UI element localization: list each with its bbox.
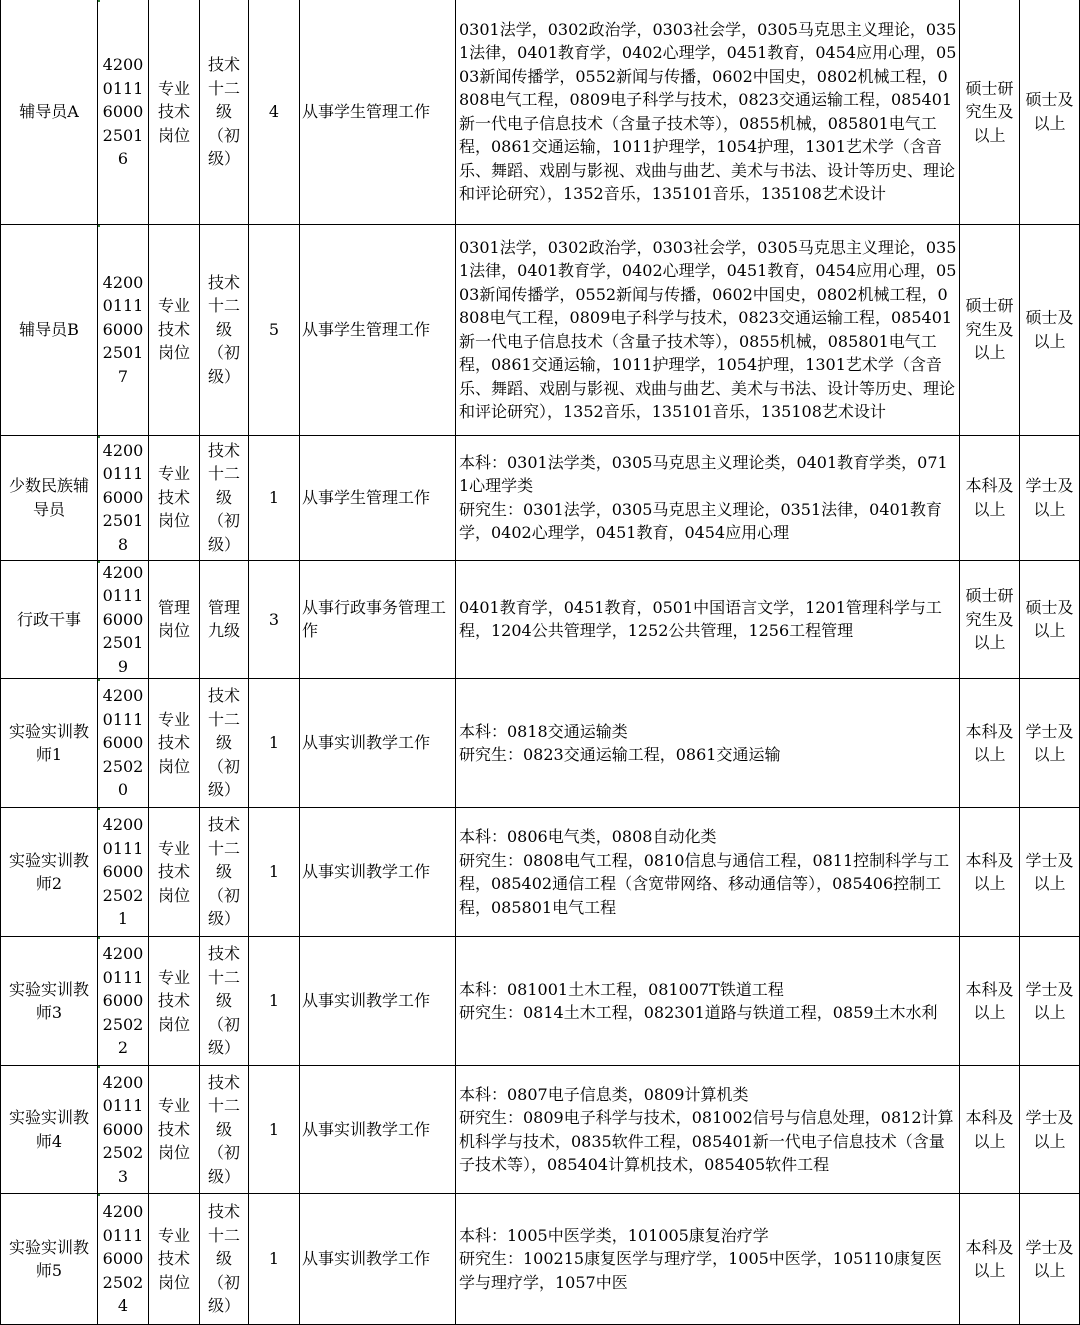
major-line: 本科：0301法学类，0305马克思主义理论类，0401教育学类，0711心理学类: [459, 452, 948, 495]
major-line: 研究生：0809电子科学与技术，081002信号与信息处理，0812计算机科学与技术，0835软件工程，085401新一代电子信息技术（含量子技术等），085404计算机技术，085405软件工程: [459, 1108, 954, 1174]
position-code-cell: 42000111600025022: [98, 937, 149, 1066]
education-cell: 本科及以上: [960, 937, 1020, 1066]
post-type-cell: 专业技术岗位: [149, 1066, 200, 1194]
education-cell: 硕士研究生及以上: [960, 0, 1020, 224]
education-cell: 本科及以上: [960, 1066, 1020, 1194]
education-cell: 本科及以上: [960, 679, 1020, 808]
position-code-cell: 42000111600025021: [98, 808, 149, 937]
table-row: [1, 224, 1080, 435]
position-code-cell: 42000111600025023: [98, 1066, 149, 1194]
post-type-cell: 管理岗位: [149, 560, 200, 679]
education-cell: 硕士研究生及以上: [960, 224, 1020, 435]
job-duty-cell: 从事实训教学工作: [300, 1066, 456, 1194]
education-cell: 本科及以上: [960, 1194, 1020, 1325]
degree-cell: 学士及以上: [1020, 808, 1080, 937]
table-row: [1, 435, 1080, 560]
position-name-cell: 少数民族辅导员: [1, 435, 98, 560]
post-level-cell: 技术十二级（初级）: [200, 808, 249, 937]
major-requirement-cell: [456, 224, 960, 435]
position-name-cell: 行政干事: [1, 560, 98, 679]
major-requirement-cell: [456, 560, 960, 679]
hire-count-cell: 3: [249, 560, 300, 679]
major-line: 本科：081001土木工程，081007T铁道工程: [459, 979, 784, 999]
major-line: 0301法学，0302政治学，0303社会学，0305马克思主义理论，0351法律，0401教育学，0402心理学，0451教育，0454应用心理，0503新闻传播学，0552新闻与传播，0602中国史，0802机械工程，0808电气工程，0809电子科学与技术，0823交通运输工程，085401新一代电子信息技术（含量子技术等），0855机械，085801电气工程，0861交通运输，1011护理学，1054护理，1301艺术学（含音乐、舞蹈、戏剧与影视、戏曲与曲艺、美术与书法、设计等历史、理论和评论研究），1352音乐，135101音乐，135108艺术设计: [459, 19, 957, 204]
major-requirement-cell: [456, 0, 960, 224]
job-duty-cell: 从事学生管理工作: [300, 0, 456, 224]
post-type-cell: 专业技术岗位: [149, 224, 200, 435]
table-row: [1, 808, 1080, 937]
table-row: [1, 0, 1080, 224]
post-type-cell: 专业技术岗位: [149, 435, 200, 560]
position-code-cell: 42000111600025019: [98, 560, 149, 679]
degree-cell: 硕士及以上: [1020, 560, 1080, 679]
education-cell: 硕士研究生及以上: [960, 560, 1020, 679]
job-duty-cell: 从事实训教学工作: [300, 1194, 456, 1325]
degree-cell: 学士及以上: [1020, 1066, 1080, 1194]
hire-count-cell: 4: [249, 0, 300, 224]
post-level-cell: 技术十二级（初级）: [200, 679, 249, 808]
degree-cell: 硕士及以上: [1020, 0, 1080, 224]
job-duty-cell: 从事学生管理工作: [300, 435, 456, 560]
table-row: [1, 1194, 1080, 1325]
major-line: 0401教育学，0451教育，0501中国语言文学，1201管理科学与工程，1204公共管理学，1252公共管理，1256工程管理: [459, 597, 942, 641]
job-duty-cell: 从事实训教学工作: [300, 937, 456, 1066]
table-row: [1, 560, 1080, 679]
hire-count-cell: 1: [249, 435, 300, 560]
degree-cell: 学士及以上: [1020, 679, 1080, 808]
position-code-cell: 42000111600025018: [98, 435, 149, 560]
major-line: 本科：1005中医学类，101005康复治疗学: [459, 1225, 769, 1245]
major-line: 研究生：0823交通运输工程，0861交通运输: [459, 745, 781, 764]
major-line: 本科：0818交通运输类: [459, 721, 628, 741]
major-requirement-cell: [456, 937, 960, 1066]
major-line: 研究生：0301法学，0305马克思主义理论，0351法律，0401教育学，0402心理学，0451教育，0454应用心理: [459, 499, 942, 542]
major-requirement-cell: [456, 435, 960, 560]
position-name-cell: 辅导员B: [1, 224, 98, 435]
post-level-cell: 技术十二级（初级）: [200, 937, 249, 1066]
major-requirement-cell: [456, 808, 960, 937]
degree-cell: 硕士及以上: [1020, 224, 1080, 435]
major-line: 研究生：0808电气工程，0810信息与通信工程，0811控制科学与工程，085402通信工程（含宽带网络、移动通信等），085406控制工程，085801电气工程: [459, 850, 950, 917]
position-name-cell: 实验实训教师1: [1, 679, 98, 808]
major-requirement-cell: [456, 1066, 960, 1194]
hire-count-cell: 1: [249, 937, 300, 1066]
education-cell: 本科及以上: [960, 808, 1020, 937]
major-requirement-cell: [456, 1194, 960, 1325]
table-row: [1, 937, 1080, 1066]
education-cell: 本科及以上: [960, 435, 1020, 560]
job-duty-cell: 从事实训教学工作: [300, 679, 456, 808]
position-code-cell: 42000111600025024: [98, 1194, 149, 1325]
major-line: 0301法学，0302政治学，0303社会学，0305马克思主义理论，0351法律，0401教育学，0402心理学，0451教育，0454应用心理，0503新闻传播学，0552新闻与传播，0602中国史，0802机械工程，0808电气工程，0809电子科学与技术，0823交通运输工程，085401新一代电子信息技术（含量子技术等），0855机械，085801电气工程，0861交通运输，1011护理学，1054护理，1301艺术学（含音乐、舞蹈、戏剧与影视、戏曲与曲艺、美术与书法、设计等历史、理论和评论研究），1352音乐，135101音乐，135108艺术设计: [459, 237, 957, 421]
hire-count-cell: 1: [249, 679, 300, 808]
position-name-cell: 实验实训教师2: [1, 808, 98, 937]
degree-cell: 学士及以上: [1020, 937, 1080, 1066]
post-level-cell: 技术十二级（初级）: [200, 0, 249, 224]
job-duty-cell: 从事学生管理工作: [300, 224, 456, 435]
table-row: [1, 1066, 1080, 1194]
hire-count-cell: 5: [249, 224, 300, 435]
position-name-cell: 实验实训教师4: [1, 1066, 98, 1194]
post-level-cell: 技术十二级（初级）: [200, 1066, 249, 1194]
hire-count-cell: 1: [249, 808, 300, 937]
post-level-cell: 技术十二级（初级）: [200, 224, 249, 435]
major-line: 研究生：100215康复医学与理疗学，1005中医学，105110康复医学与理疗学，1057中医: [459, 1249, 942, 1292]
positions-table-body: [1, 0, 1080, 1325]
post-type-cell: 专业技术岗位: [149, 937, 200, 1066]
post-type-cell: 专业技术岗位: [149, 679, 200, 808]
post-type-cell: 专业技术岗位: [149, 808, 200, 937]
post-type-cell: 专业技术岗位: [149, 0, 200, 224]
position-name-cell: 实验实训教师5: [1, 1194, 98, 1325]
position-code-cell: 42000111600025020: [98, 679, 149, 808]
table-row: [1, 679, 1080, 808]
position-name-cell: 辅导员A: [1, 0, 98, 224]
post-level-cell: 管理九级: [200, 560, 249, 679]
position-code-cell: 42000111600025016: [98, 0, 149, 224]
post-type-cell: 专业技术岗位: [149, 1194, 200, 1325]
position-name-cell: 实验实训教师3: [1, 937, 98, 1066]
major-line: 研究生：0814土木工程，082301道路与铁道工程，0859土木水利: [459, 1003, 938, 1022]
major-requirement-cell: [456, 679, 960, 808]
job-duty-cell: 从事行政事务管理工作: [300, 560, 456, 679]
job-duty-cell: 从事实训教学工作: [300, 808, 456, 937]
degree-cell: 学士及以上: [1020, 1194, 1080, 1325]
position-code-cell: 42000111600025017: [98, 224, 149, 435]
major-line: 本科：0806电气类，0808自动化类: [459, 827, 717, 846]
post-level-cell: 技术十二级（初级）: [200, 435, 249, 560]
hire-count-cell: 1: [249, 1194, 300, 1325]
major-line: 本科：0807电子信息类，0809计算机类: [459, 1084, 749, 1104]
degree-cell: 学士及以上: [1020, 435, 1080, 560]
post-level-cell: 技术十二级（初级）: [200, 1194, 249, 1325]
hire-count-cell: 1: [249, 1066, 300, 1194]
